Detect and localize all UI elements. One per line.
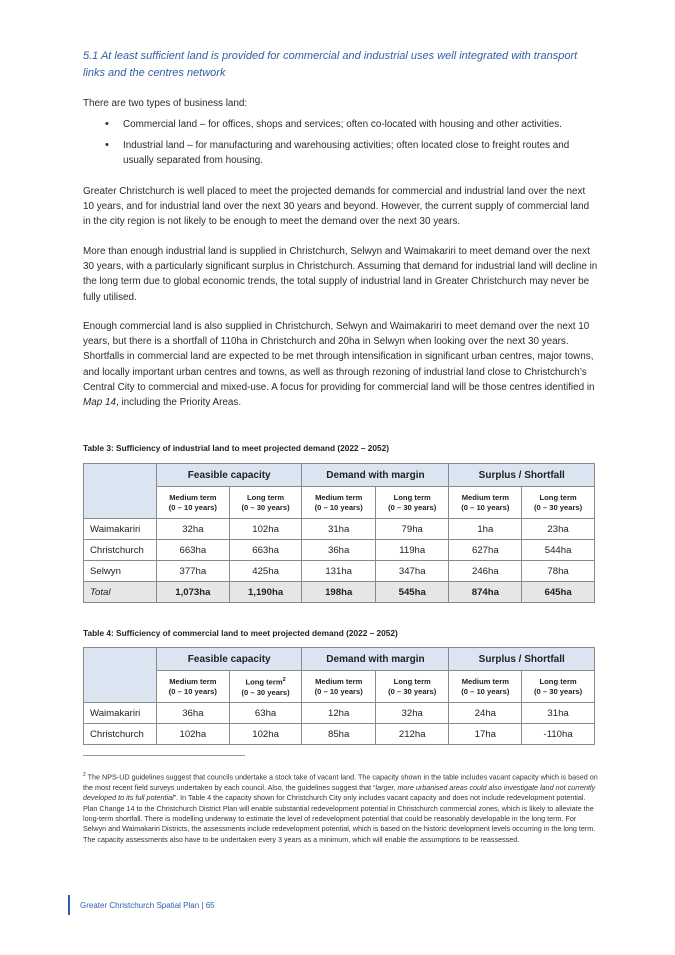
sub-header: Long term (0 – 30 years): [229, 487, 302, 519]
table-cell: 12ha: [302, 703, 376, 724]
page-footer: Greater Christchurch Spatial Plan | 65: [80, 901, 215, 910]
table-cell: 119ha: [375, 540, 449, 561]
map-reference: Map 14: [83, 397, 116, 409]
group-header: Demand with margin: [302, 648, 449, 671]
table-cell: 1ha: [449, 519, 522, 540]
group-header: Feasible capacity: [157, 464, 302, 487]
business-land-list: [83, 117, 598, 175]
paragraph-text: , including the Priority Areas.: [115, 397, 242, 409]
sub-header: Long term (0 – 30 years): [375, 487, 449, 519]
section-heading: 5.1 At least sufficient land is provided for commercial and industrial uses well integrated with transport links and the centres network: [83, 50, 578, 79]
table-cell: 1,073ha: [157, 582, 230, 603]
row-label: Waimakariri: [84, 703, 157, 724]
sub-header: Long term (0 – 30 years): [522, 671, 595, 703]
table-cell: 24ha: [449, 703, 522, 724]
intro-text: There are two types of business land:: [83, 98, 248, 109]
table-row: [84, 540, 595, 561]
list-item: [83, 117, 598, 132]
table-total-row: [84, 582, 595, 603]
sub-header: Medium term (0 – 10 years): [302, 487, 376, 519]
sub-header: Medium term (0 – 10 years): [302, 671, 376, 703]
table-cell: 102ha: [157, 724, 230, 745]
table-row: [84, 561, 595, 582]
table-cell: 645ha: [522, 582, 595, 603]
row-label: Waimakariri: [84, 519, 157, 540]
table-cell: 347ha: [375, 561, 449, 582]
table-cell: 102ha: [229, 724, 302, 745]
table-cell: 663ha: [229, 540, 302, 561]
table4-commercial-land: [83, 647, 595, 745]
sub-header: Long term (0 – 30 years): [522, 487, 595, 519]
table-cell: 627ha: [449, 540, 522, 561]
table-corner-cell: [84, 464, 157, 519]
table-row: [84, 703, 595, 724]
table-cell: 32ha: [375, 703, 449, 724]
footnote-divider: [83, 755, 245, 756]
table-cell: 79ha: [375, 519, 449, 540]
list-item-text: Commercial land – for offices, shops and services; often co-located with housing and other activities.: [123, 119, 562, 130]
sub-header: Medium term (0 – 10 years): [157, 671, 230, 703]
paragraph-supply-overview: Greater Christchurch is well placed to meet the projected demands for commercial and industrial land over the next 10 years, and for industrial land over the next 30 years and beyond. However, the current supply of commercial land in the city region is not likely to be enough to meet the demand over the next 30 years.: [83, 186, 590, 228]
group-header: Surplus / Shortfall: [449, 464, 595, 487]
group-header: Demand with margin: [302, 464, 449, 487]
footnote: $^2$ The NPS-UD guidelines suggest that councils undertake a stock take of vacant land. The capacity shown in the table includes vacant capacity which is based on the most recent field surveys undertaken by each council. Also, the guidelines suggest that “larger, more urbanised areas could also investigate land not currently developed to its full potential”. In Table 4 the capacity shown for Christchurch City only includes vacant capacity and does not include redevelopment potential. Plan Change 14 to the Christchurch District Plan will enable substantial redevelopment potential in Christchurch commercial zones, which is likely to alleviate the long-term shortfall. There is modelling underway to estimate the level of redevelopment potential that could be reasonably developable in the long term. For Selwyn and Waimakariri Districts, the assessments include redevelopment potential, which is based on the historic development levels occurring in the long term. The capacity assessments also have to be undertaken every 3 years as a minimum, which will enable the assumptions to be reassessed.: [83, 772, 598, 844]
sub-header: Long term (0 – 30 years): [375, 671, 449, 703]
table-cell: 1,190ha: [229, 582, 302, 603]
table-cell: 17ha: [449, 724, 522, 745]
footnote-number: 2: [83, 772, 86, 778]
sub-header: Long term$^2$ (0 – 30 years): [229, 671, 302, 703]
table4-caption: Table 4: Sufficiency of commercial land to meet projected demand (2022 – 2052): [83, 628, 398, 638]
row-label: Christchurch: [84, 540, 157, 561]
footnote-marker: 2: [282, 677, 286, 684]
table3-industrial-land: [83, 463, 595, 603]
table-row: [84, 724, 595, 745]
group-header: Feasible capacity: [157, 648, 302, 671]
table-cell: 198ha: [302, 582, 376, 603]
group-header: Surplus / Shortfall: [449, 648, 595, 671]
table-cell: 36ha: [157, 703, 230, 724]
table-cell: 32ha: [157, 519, 230, 540]
table-cell: 874ha: [449, 582, 522, 603]
table-cell: 663ha: [157, 540, 230, 561]
table-cell: 425ha: [229, 561, 302, 582]
bullet-icon: •: [105, 118, 109, 130]
table-cell: 102ha: [229, 519, 302, 540]
sub-header: Medium term (0 – 10 years): [157, 487, 230, 519]
table3-caption: Table 3: Sufficiency of industrial land to meet projected demand (2022 – 2052): [83, 443, 389, 453]
table-cell: 78ha: [522, 561, 595, 582]
table-cell: 36ha: [302, 540, 376, 561]
paragraph-industrial-land: More than enough industrial land is supplied in Christchurch, Selwyn and Waimakariri to meet demand over the next 30 years, with a particularly significant surplus in Christchurch. Assuming that demand for industrial land will decline in the long term due to global economic trends, the total supply of industrial land in Greater Christchurch may never be fully utilised.: [83, 246, 598, 303]
row-label: Selwyn: [84, 561, 157, 582]
table-cell: 31ha: [522, 703, 595, 724]
paragraph-text: Enough commercial land is also supplied in Christchurch, Selwyn and Waimakariri to meet demand over the next 10 years, but there is a shortfall of 110ha in Christchurch and 20ha in Selwyn when looking over the next 30 years. Shortfalls in commercial land are expected to be met through intensification in significant urban centres, major towns, and locally important urban centres and towns, as well as through rezoning of industrial land close to Christchurch’s Central City to commercial and mixed-use. A focus for providing for commercial land will be those centres identified in: [83, 321, 595, 393]
table-cell: 544ha: [522, 540, 595, 561]
sub-header: Medium term (0 – 10 years): [449, 487, 522, 519]
table-cell: 377ha: [157, 561, 230, 582]
table-cell: 31ha: [302, 519, 376, 540]
table-cell: 23ha: [522, 519, 595, 540]
table-cell: -110ha: [522, 724, 595, 745]
table-cell: 131ha: [302, 561, 376, 582]
bullet-icon: •: [105, 139, 109, 152]
table-row: [84, 519, 595, 540]
table-cell: 63ha: [229, 703, 302, 724]
footer-accent-bar: [68, 895, 70, 915]
sub-header: Medium term (0 – 10 years): [449, 671, 522, 703]
list-item: [83, 138, 598, 168]
row-label: Total: [84, 582, 157, 603]
table-cell: 85ha: [302, 724, 376, 745]
list-item-text: Industrial land – for manufacturing and warehousing activities; often located close to freight routes and usually separated from housing.: [123, 140, 570, 167]
table-cell: 545ha: [375, 582, 449, 603]
table-cell: 246ha: [449, 561, 522, 582]
paragraph-commercial-land: [83, 319, 598, 410]
table-cell: 212ha: [375, 724, 449, 745]
row-label: Christchurch: [84, 724, 157, 745]
table-corner-cell: [84, 648, 157, 703]
